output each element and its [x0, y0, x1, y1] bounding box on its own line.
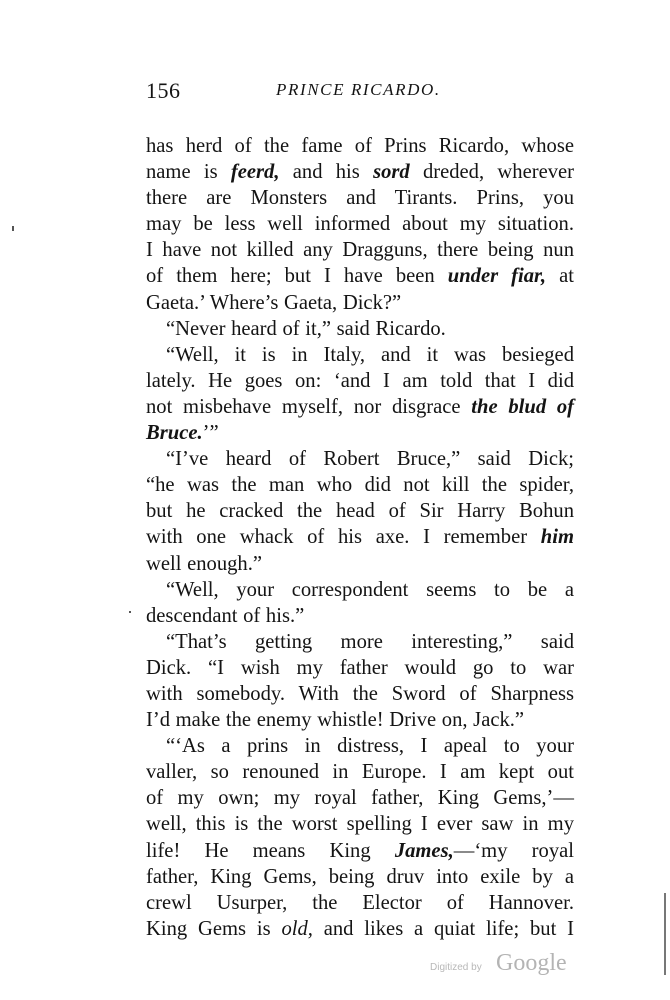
text-line: may be less well informed about my situation.	[146, 213, 574, 236]
text-line: Bruce.’”	[146, 422, 219, 445]
page-edge-line	[664, 893, 666, 975]
text-line: King Gems is old, and likes a quiat life; but I	[146, 917, 574, 940]
text-line: of them here; but I have been under fiar, at	[146, 265, 574, 288]
digitized-label: Digitized by	[430, 962, 482, 973]
digitized-watermark	[430, 950, 590, 980]
text-line: life! He means King James,—‘my royal	[146, 839, 574, 862]
text-line: there are Monsters and Tirants. Prins, you	[146, 187, 574, 210]
text-line: “Well, your correspondent seems to be a	[166, 578, 574, 601]
text-line: has herd of the fame of Prins Ricardo, whose	[146, 135, 574, 157]
text-line: of my own; my royal father, King Gems,’—	[146, 787, 574, 810]
italic-word: sord	[373, 161, 410, 184]
text-line: “he was the man who did not kill the spider,	[146, 474, 574, 497]
italic-word: feerd,	[230, 161, 280, 184]
text-line: Gaeta.’ Where’s Gaeta, Dick?”	[146, 291, 402, 314]
text-line: “Well, it is in Italy, and it was besieged	[166, 343, 574, 366]
text-line: with one whack of his axe. I remember him	[146, 526, 574, 549]
text-line: valler, so renouned in Europe. I am kept out	[146, 761, 574, 784]
text-line: “I’ve heard of Robert Bruce,” said Dick;	[166, 448, 574, 471]
text-line: “‘As a prins in distress, I apeal to your	[166, 735, 574, 758]
italic-word: old,	[281, 917, 313, 940]
body-text	[146, 133, 574, 942]
italic-word: James,	[394, 839, 454, 862]
text-line: well, this is the worst spelling I ever saw in my	[146, 813, 574, 836]
text-line: but he cracked the head of Sir Harry Bohun	[146, 500, 574, 523]
text-line: I’d make the enemy whistle! Drive on, Jack.”	[146, 709, 525, 732]
text-line: father, King Gems, being druv into exile by a	[146, 865, 574, 888]
italic-word: the blud of	[471, 395, 574, 418]
text-line: not misbehave myself, nor disgrace the blud of	[146, 395, 574, 418]
google-logo: Google	[496, 950, 567, 976]
running-title: PRINCE RICARDO.	[276, 80, 441, 99]
page-number: 156	[146, 78, 181, 103]
italic-word: under fiar,	[447, 265, 547, 288]
italic-word: him	[540, 526, 574, 549]
text-line: crewl Usurper, the Elector of Hannover.	[146, 891, 574, 914]
text-line: descendant of his.”	[146, 604, 305, 627]
margin-speck	[129, 611, 131, 613]
text-line: lately. He goes on: ‘and I am told that I did	[146, 369, 574, 392]
page-header	[146, 78, 574, 104]
text-line: with somebody. With the Sword of Sharpness	[146, 682, 574, 705]
text-line: name is feerd, and his sord dreded, wherever	[146, 161, 575, 184]
text-line: Dick. “I wish my father would go to war	[146, 656, 574, 679]
text-line: “Never heard of it,” said Ricardo.	[166, 317, 446, 340]
text-line: well enough.”	[146, 552, 263, 575]
margin-speck	[12, 226, 14, 231]
italic-word: Bruce.	[146, 422, 203, 445]
text-line: “That’s getting more interesting,” said	[166, 630, 574, 653]
text-line: I have not killed any Dragguns, there being nun	[146, 239, 574, 262]
